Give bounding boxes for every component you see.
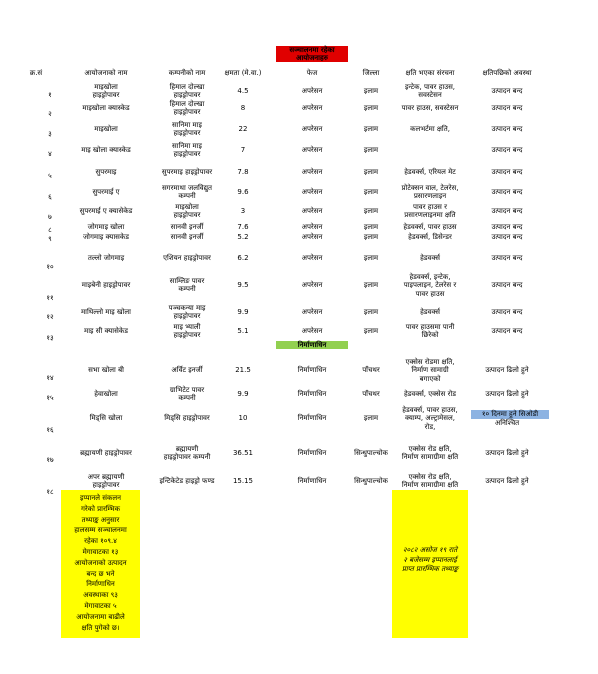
- capacity-value: 36.51: [232, 449, 254, 457]
- header-company-name: कम्पनीको नाम: [168, 69, 206, 77]
- phase-value: अपरेसन: [301, 104, 323, 112]
- phase-value: अपरेसन: [301, 125, 323, 133]
- damaged-structures: पाइपलाइन, टेलरेस र: [403, 281, 457, 289]
- company-name: कम्पनी: [178, 394, 196, 403]
- phase-value: निर्माणाधिन: [297, 477, 327, 485]
- capacity-value: 7.8: [237, 168, 249, 176]
- damaged-structures: हेडवर्क्स, एक्सेस रोड: [403, 390, 457, 398]
- company-name: सानवी इनर्जी: [170, 233, 204, 241]
- damaged-structures: हेडवर्क्स, डिसेन्डर: [408, 233, 452, 241]
- company-name: हाइड्रोपावर: [173, 91, 201, 100]
- phase-value: निर्माणाधिन: [297, 414, 327, 422]
- project-name: माथिल्लो माइ खोला: [81, 308, 131, 316]
- header-damaged-structures: क्षति भएका संरचना: [405, 69, 455, 77]
- summary-note-line: गरेको प्रारम्भिक: [80, 504, 121, 513]
- damaged-structures: पावर हाउस र: [413, 202, 447, 211]
- summary-note-line: आयोजनाको उत्पादन: [74, 558, 127, 567]
- source-note-line: २ बजेसम्म इप्पानलाई: [403, 555, 457, 564]
- project-name: हेवाखोला: [94, 390, 118, 398]
- status-value: उत्पादन बन्द: [491, 104, 523, 112]
- project-name: हाइड्रोपावर: [92, 481, 120, 490]
- project-name: माइबेनी हाइड्रोपावर: [81, 281, 131, 289]
- status-value: उत्पादन बन्द: [491, 233, 523, 241]
- capacity-value: 21.5: [235, 366, 251, 374]
- company-name: हाइड्रोपावर कम्पनी: [163, 453, 211, 462]
- company-name: सानिमा माइ: [172, 120, 202, 129]
- company-name: मिड्सि हाइड्रोपावर: [164, 414, 210, 422]
- damaged-structures: निर्माण सामाग्रीमा क्षति: [401, 481, 459, 490]
- damaged-structures: पावर हाउसमा पानी: [405, 322, 455, 331]
- project-name: जोगमाइ क्यासकेड: [82, 233, 130, 241]
- phase-value: अपरेसन: [301, 188, 323, 196]
- phase-value: निर्माणाधिन: [297, 390, 327, 398]
- status-value: उत्पादन बन्द: [491, 188, 523, 196]
- damaged-structures: प्रसारणलाइन: [413, 192, 447, 201]
- row-sn: ११: [46, 294, 54, 302]
- district-value: इलाम: [363, 233, 379, 241]
- summary-note-line: आयोजनामा बाढीले: [76, 612, 125, 621]
- row-sn: १३: [46, 334, 54, 342]
- source-note-line: २०८२ असोज १९ राते: [402, 546, 458, 554]
- district-value: पाँचथर: [362, 390, 380, 398]
- header-status-after-damage: क्षतिपछिको अवस्था: [482, 69, 532, 77]
- summary-note-line: बन्द छ भने: [86, 569, 115, 578]
- status-value: उत्पादन ढिलो हुने: [485, 390, 529, 398]
- phase-value: अपरेसन: [301, 223, 323, 231]
- phase-value: निर्माणाधिन: [297, 366, 327, 374]
- capacity-value: 9.6: [237, 188, 249, 196]
- status-value: उत्पादन बन्द: [491, 87, 523, 95]
- company-name: माइखोला: [175, 202, 199, 211]
- project-name: माइखोला: [94, 125, 118, 133]
- company-name: सानिमा माइ: [172, 141, 202, 150]
- row-sn: १५: [46, 394, 54, 402]
- damaged-structures: छिरेको: [421, 331, 439, 340]
- header-district: जिल्ला: [362, 69, 380, 77]
- summary-note-line: इप्पानले संकलन: [80, 494, 121, 502]
- district-value: इलाम: [363, 207, 379, 215]
- capacity-value: 6.2: [237, 254, 249, 262]
- capacity-value: 9.9: [237, 308, 249, 316]
- summary-note-line: हालसम्म सञ्चालनमा: [74, 526, 127, 535]
- district-value: इलाम: [363, 254, 379, 262]
- capacity-value: 10: [238, 414, 248, 422]
- summary-note-line: मेगावाटका १३: [82, 548, 119, 556]
- company-name: इन्टिकेटेड हाइड्रो फण्ड: [159, 477, 215, 485]
- damaged-structures: इन्टेक, पावर हाउस,: [404, 82, 456, 91]
- status-value: उत्पादन बन्द: [491, 168, 523, 176]
- project-name: ब्रह्मायणी हाइड्रोपावर: [80, 449, 132, 457]
- district-value: इलाम: [363, 414, 379, 422]
- company-name: एशियन हाइड्रोपावर: [163, 254, 211, 262]
- damaged-structures: एक्सेस रोड क्षति,: [408, 444, 452, 453]
- header-capacity: क्षमता (मे.वा.): [224, 69, 262, 77]
- capacity-value: 15.15: [232, 477, 254, 485]
- row-sn: १४: [46, 374, 54, 382]
- summary-note-line: रहेका १०९.४: [84, 537, 117, 546]
- row-sn: ६: [48, 193, 52, 201]
- damaged-structures: हेडवर्क्स, पावर हाउस: [403, 223, 457, 231]
- damaged-structures: निर्माण सामाग्री: [411, 366, 449, 374]
- damaged-structures: निर्माण सामाग्रीमा क्षति: [401, 453, 459, 462]
- capacity-value: 9.5: [237, 281, 249, 289]
- project-name: सुपरमाई ए: [92, 188, 120, 196]
- operating-banner-line1: सञ्चालनमा रहेका: [276, 46, 348, 54]
- phase-value: निर्माणाधिन: [297, 449, 327, 457]
- damaged-structures: क्याम्प, अल्ट्रामेसल,: [405, 414, 455, 422]
- phase-value: अपरेसन: [301, 254, 323, 262]
- phase-value: अपरेसन: [301, 146, 323, 154]
- company-name: हिमाल दोल्खा: [169, 99, 205, 108]
- status-value: उत्पादन बन्द: [491, 146, 523, 154]
- district-value: इलाम: [363, 281, 379, 289]
- damaged-structures: एक्सेस रोडमा क्षति,: [405, 357, 455, 366]
- project-name: अपर ब्रह्मायणी: [87, 472, 125, 481]
- row-sn: १८: [46, 488, 54, 496]
- status-value: उत्पादन बन्द: [491, 308, 523, 316]
- source-note-line: प्राप्त प्रारम्भिक तथ्याङ्क: [401, 565, 459, 573]
- status-value: १० दिनमा हुने सिओडी: [471, 410, 549, 419]
- district-value: इलाम: [363, 146, 379, 154]
- capacity-value: 3: [240, 207, 246, 215]
- phase-value: अपरेसन: [301, 327, 323, 335]
- district-value: इलाम: [363, 104, 379, 112]
- damaged-structures: सवस्टेसन: [418, 91, 442, 100]
- district-value: पाँचथर: [362, 366, 380, 374]
- damaged-structures: कलभर्टमा क्षति,: [410, 125, 450, 133]
- phase-value: अपरेसन: [301, 168, 323, 176]
- status-value: उत्पादन बन्द: [491, 223, 523, 231]
- capacity-value: 7.6: [237, 223, 249, 231]
- capacity-value: 7: [240, 146, 246, 154]
- status-value: उत्पादन ढिलो हुने: [485, 366, 529, 374]
- construction-banner: निर्माणाधिन: [276, 341, 348, 349]
- row-sn: १७: [46, 456, 54, 464]
- damaged-structures: प्रोटेक्सन वाल, टेलरेस,: [401, 183, 459, 192]
- damaged-structures: हेडवर्क्स, पावर हाउस,: [402, 405, 458, 414]
- district-value: इलाम: [363, 223, 379, 231]
- capacity-value: 22: [238, 125, 248, 133]
- row-sn: ५: [48, 172, 52, 180]
- summary-note-line: अवस्थाका ९३: [83, 591, 118, 600]
- project-name: माइखोला क्यास्केड: [82, 104, 130, 112]
- company-name: अर्विट इनर्जी: [171, 366, 203, 374]
- capacity-value: 9.9: [237, 390, 249, 398]
- company-name: सानवी इनर्जी: [170, 223, 204, 231]
- company-name: हाइड्रोपावर: [173, 150, 201, 159]
- project-name: माइ सी क्यासेकेड: [84, 327, 128, 335]
- capacity-value: 5.2: [237, 233, 249, 241]
- status-value: उत्पादन बन्द: [491, 207, 523, 215]
- district-value: इलाम: [363, 308, 379, 316]
- row-sn: १: [48, 91, 52, 99]
- status-value-line2: अनिश्चित: [494, 418, 520, 427]
- capacity-value: 5.1: [237, 327, 249, 335]
- project-name: तल्लो जोगमाइ: [87, 254, 125, 262]
- row-sn: ९: [48, 235, 52, 243]
- company-name: सुपरमाइ हाइड्रोपावर: [161, 168, 213, 176]
- phase-value: अपरेसन: [301, 233, 323, 241]
- project-name: सुपरमाई ए क्यासेकेड: [79, 207, 133, 215]
- header-project-name: आयोजनाको नाम: [84, 69, 128, 77]
- district-value: इलाम: [363, 168, 379, 176]
- company-name: हिमाल दोल्खा: [169, 82, 205, 91]
- district-value: इलाम: [363, 87, 379, 95]
- capacity-value: 4.5: [237, 87, 249, 95]
- header-sn: क्र.सं: [29, 69, 43, 77]
- company-name: पञ्चकन्या माइ: [168, 303, 206, 312]
- source-note-box: [392, 490, 468, 638]
- district-value: इलाम: [363, 125, 379, 133]
- project-name: जोगमाइ खोला: [87, 223, 125, 231]
- damaged-structures: हेडवर्क्स, एरियल मेट: [404, 168, 456, 176]
- row-sn: १२: [46, 313, 54, 321]
- company-name: हाइड्रोपावर: [173, 129, 201, 138]
- capacity-value: 8: [240, 104, 246, 112]
- damaged-structures: पावर हाउस, सवस्टेसन: [401, 104, 459, 112]
- district-value: सिन्धुपाल्चोक: [354, 477, 388, 485]
- company-name: हाइड्रोपावर: [173, 312, 201, 321]
- phase-value: अपरेसन: [301, 281, 323, 289]
- status-value: उत्पादन ढिलो हुने: [485, 477, 529, 485]
- damaged-structures: बगाएको: [419, 374, 441, 383]
- company-name: सगरमाथा जलविद्युत: [161, 183, 213, 192]
- project-name: माइ खोला क्यास्केड: [81, 146, 131, 154]
- district-value: इलाम: [363, 327, 379, 335]
- row-sn: ३: [48, 130, 52, 138]
- row-sn: १०: [46, 263, 54, 271]
- phase-value: अपरेसन: [301, 87, 323, 95]
- project-name: सभा खोला बी: [88, 366, 124, 374]
- company-name: हाइड्रोपावर: [173, 108, 201, 117]
- company-name: ग्राभिटेट पावर: [169, 385, 205, 394]
- status-value: उत्पादन बन्द: [491, 281, 523, 289]
- project-name: मिड्सि खोला: [89, 414, 123, 422]
- summary-note-line: मेगावाटका ५: [84, 602, 117, 610]
- company-name: कम्पनी: [178, 192, 196, 201]
- project-name: माइखोला: [94, 82, 118, 91]
- damaged-structures: पावर हाउस: [415, 289, 445, 298]
- status-value: उत्पादन बन्द: [491, 125, 523, 133]
- damaged-structures: प्रसारणलाइनमा क्षति: [404, 211, 456, 220]
- status-value: उत्पादन ढिलो हुने: [485, 449, 529, 457]
- project-name: सुपरमाइ: [95, 168, 117, 176]
- summary-note-line: क्षति पुगेको छ।: [81, 623, 120, 632]
- row-sn: १६: [46, 426, 54, 434]
- phase-value: अपरेसन: [301, 308, 323, 316]
- damaged-structures: हेडवर्क्स: [420, 308, 440, 316]
- row-sn: ४: [48, 150, 52, 158]
- damaged-structures: हेडवर्क्स: [420, 254, 440, 262]
- company-name: ब्रह्मायणी: [175, 444, 199, 453]
- district-value: सिन्धुपाल्चोक: [354, 449, 388, 457]
- company-name: माइ भ्याली: [173, 322, 201, 331]
- damaged-structures: रोड,: [424, 422, 436, 431]
- status-value: उत्पादन बन्द: [491, 327, 523, 335]
- status-value: उत्पादन बन्द: [491, 254, 523, 262]
- phase-value: अपरेसन: [301, 207, 323, 215]
- project-name: हाइड्रोपावर: [92, 91, 120, 100]
- row-sn: ८: [48, 226, 52, 234]
- operating-banner-line2: आयोजनाहरु: [276, 54, 348, 62]
- row-sn: २: [48, 110, 52, 118]
- company-name: कम्पनी: [178, 285, 196, 294]
- damaged-structures: एक्सेस रोड क्षति,: [408, 472, 452, 481]
- row-sn: ७: [48, 213, 52, 221]
- company-name: हाइड्रोपावर: [173, 211, 201, 220]
- summary-note-line: निर्माणाधिन: [86, 580, 115, 589]
- district-value: इलाम: [363, 188, 379, 196]
- company-name: हाइड्रोपावर: [173, 331, 201, 340]
- company-name: साम्लिङ पावर: [169, 276, 205, 285]
- header-phase: फेज: [306, 69, 318, 77]
- summary-note-line: तथ्याङ्क अनुसार: [81, 515, 120, 524]
- damaged-structures: हेडवर्क्स, इन्टेक,: [409, 272, 451, 281]
